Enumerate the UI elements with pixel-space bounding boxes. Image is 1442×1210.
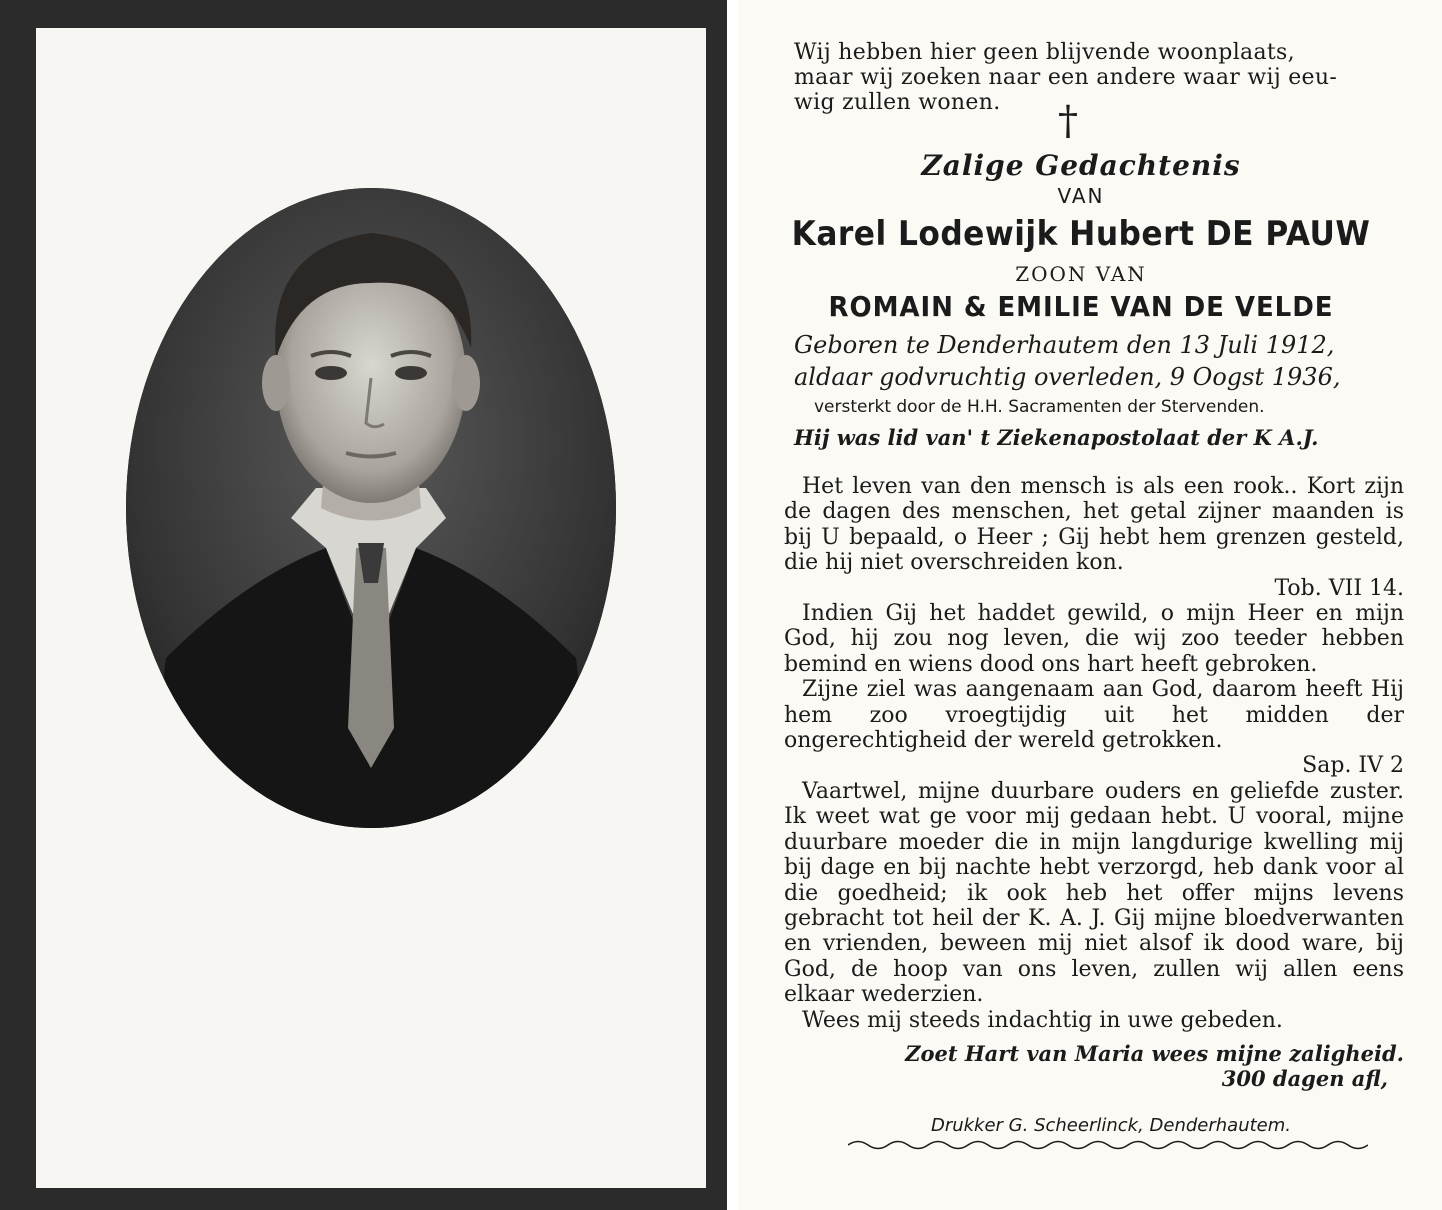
verse-line: Wij hebben hier geen blijvende woonplaats, xyxy=(794,40,1295,65)
verse-line: wig zullen wonen. xyxy=(794,90,1001,115)
photo-card-paper xyxy=(36,28,706,1188)
deceased-name: Karel Lodewijk Hubert DE PAUW xyxy=(791,214,1371,254)
printer-credit: Drukker G. Scheerlinck, Denderhautem. xyxy=(930,1114,1292,1136)
zoon-van-label: ZOON VAN xyxy=(1015,262,1147,286)
scripture-reference: Sap. IV 2 xyxy=(1302,753,1404,779)
memorial-prose xyxy=(784,474,1404,1033)
verse-line: maar wij zoeken naar een andere waar wij eeu- xyxy=(794,65,1338,90)
memorial-heading: Zalige Gedachtenis xyxy=(921,149,1241,182)
sacraments-line: versterkt door de H.H. Sacramenten der Stervenden. xyxy=(814,397,1265,417)
closing-prayer: Zoet Hart van Maria wees mijne zaligheid. xyxy=(905,1040,1404,1066)
portrait-photo xyxy=(126,188,616,828)
cross-icon: † xyxy=(1058,98,1078,144)
membership-line: Hij was lid van' t Ziekenapostolaat der K A.J. xyxy=(794,425,1319,450)
death-line: aldaar godvruchtig overleden, 9 Oogst 1936, xyxy=(794,363,1341,391)
portrait-image xyxy=(126,188,616,828)
text-card xyxy=(738,0,1442,1210)
decorative-flourish xyxy=(848,1138,1368,1152)
birth-line: Geboren te Denderhautem den 13 Juli 1912, xyxy=(794,331,1335,359)
prose-paragraph: Wees mij steeds indachtig in uwe gebeden. xyxy=(802,1007,1283,1033)
scripture-verse xyxy=(794,40,1404,115)
indulgence-note: 300 dagen afl, xyxy=(1221,1065,1388,1091)
prose-paragraph: Indien Gij het haddet gewild, o mijn Heer en mijn God, hij zou nog leven, die wij zoo teeder hebben bemind en wiens dood ons hart heeft gebroken. xyxy=(784,601,1404,677)
van-label: VAN xyxy=(1057,184,1105,208)
card-text xyxy=(758,40,1404,1136)
prose-paragraph: Vaartwel, mijne duurbare ouders en geliefde zuster. Ik weet wat ge voor mij gedaan hebt. U vooral, mijne duurbare moeder die in mijn langdurige kwelling mij bij dage en bij nachte hebt verzorgd, heb dank voor al die goedheid; ik ook heb het offer mijns levens gebracht tot heil der K. A. J. Gij mijne bloedverwanten en vrienden, beween mij niet alsof ik dood ware, bij God, de hoop van ons leven, zullen wij allen eens elkaar wederzien. xyxy=(784,778,1404,1008)
scripture-reference: Tob. VII 14. xyxy=(1274,575,1404,601)
parents-names: ROMAIN & EMILIE VAN DE VELDE xyxy=(828,290,1334,323)
prose-paragraph: Het leven van den mensch is als een rook.. Kort zijn de dagen des menschen, het getal zijner maanden is bij U bepaald, o Heer ; Gij hebt hem grenzen gesteld, die hij niet overschreiden kon. xyxy=(784,474,1404,576)
prose-paragraph: Zijne ziel was aangenaam aan God, daarom heeft Hij hem zoo vroegtijdig uit het midden der ongerechtigheid der wereld getrokken. xyxy=(784,677,1404,754)
